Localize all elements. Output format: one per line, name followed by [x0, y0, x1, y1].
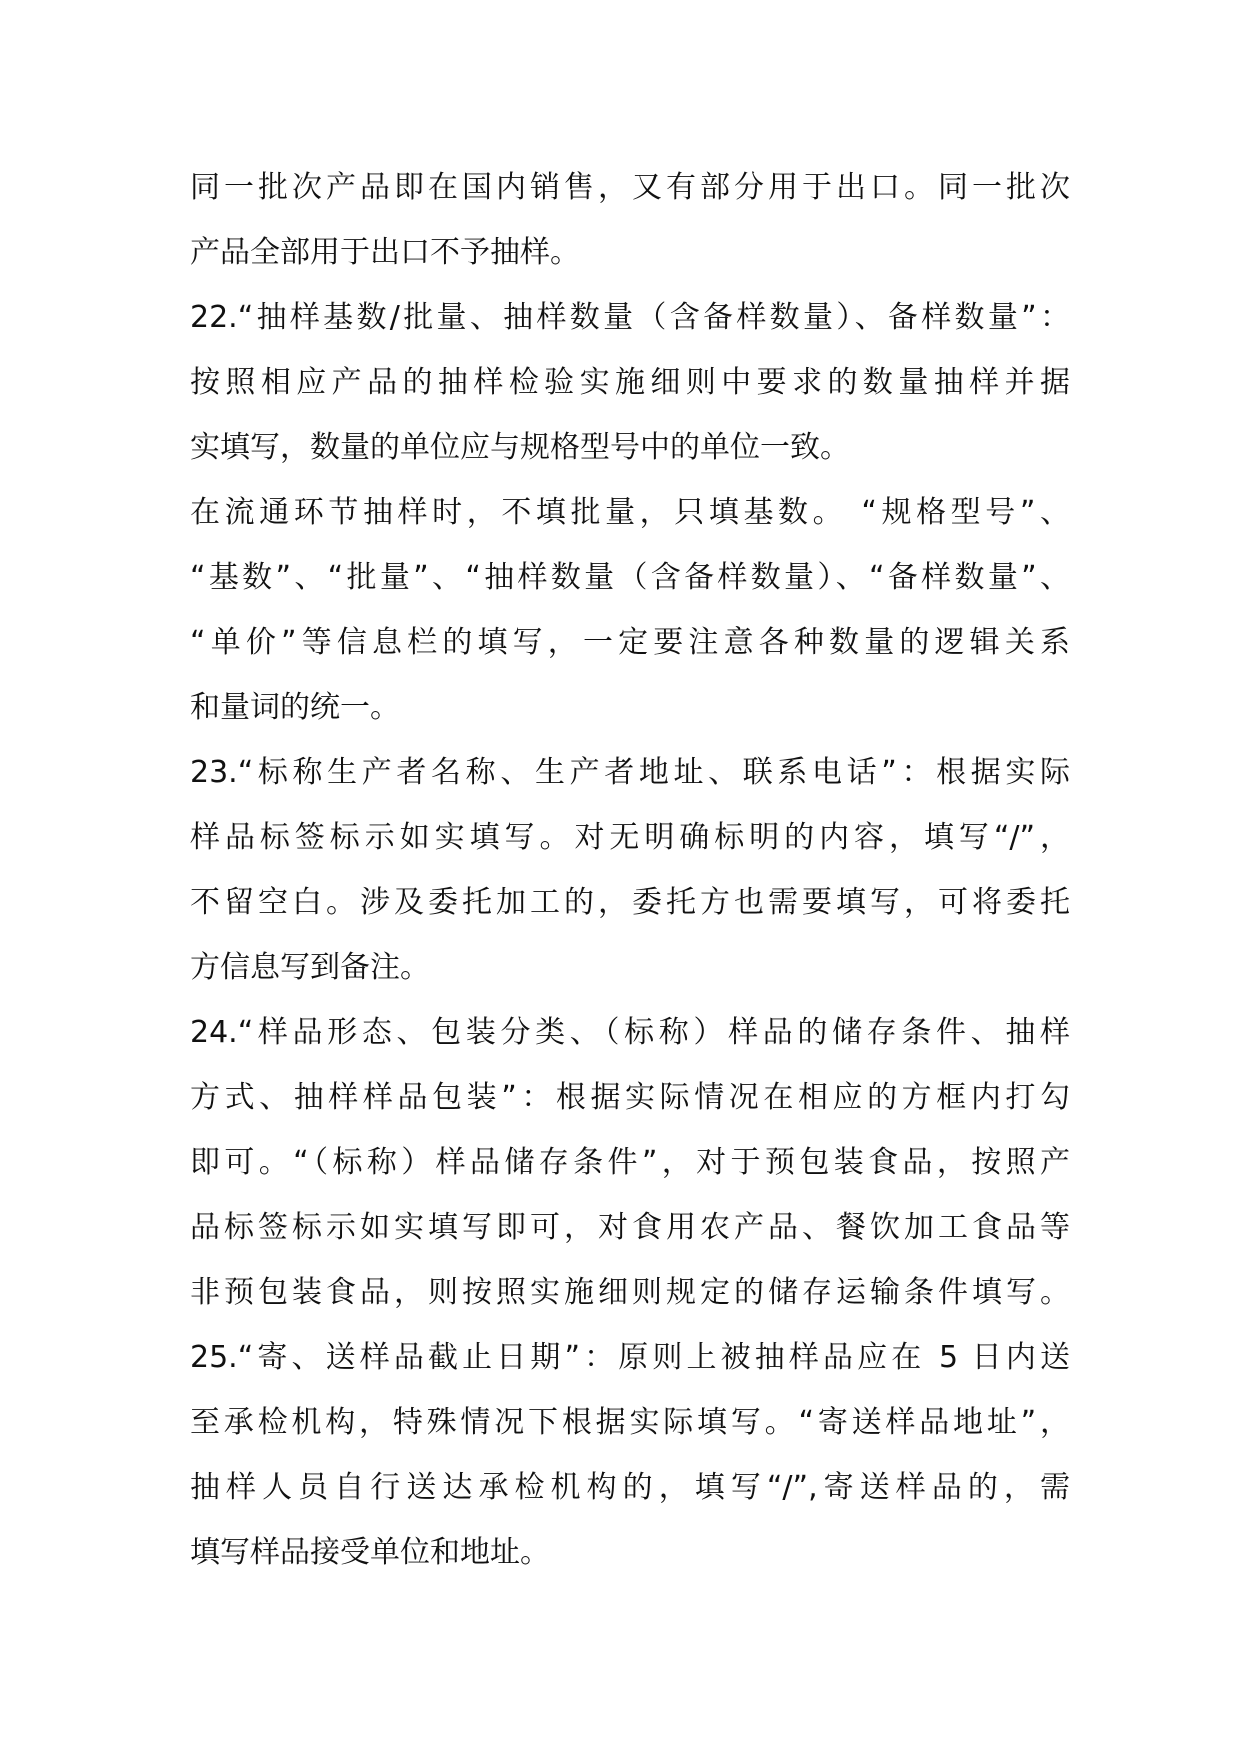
text-line: 25.“寄、送样品截止日期”：原则上被抽样品应在 5 日内送 — [190, 1340, 1070, 1375]
text-line: 22.“抽样基数/批量、抽样数量（含备样数量）、备样数量”： — [190, 300, 1070, 335]
text-line: 同一批次产品即在国内销售，又有部分用于出口。同一批次 — [190, 170, 1070, 205]
text-line: 不留空白。涉及委托加工的，委托方也需要填写，可将委托 — [190, 885, 1070, 920]
text-line: “单价”等信息栏的填写，一定要注意各种数量的逻辑关系 — [190, 625, 1070, 660]
text-line: 按照相应产品的抽样检验实施细则中要求的数量抽样并据 — [190, 365, 1070, 400]
text-line: 在流通环节抽样时，不填批量，只填基数。 “规格型号”、 — [190, 495, 1070, 530]
text-line: 23.“标称生产者名称、生产者地址、联系电话”：根据实际 — [190, 755, 1070, 790]
text-line: 产品全部用于出口不予抽样。 — [190, 235, 580, 270]
text-line: 即可。“（标称）样品储存条件”，对于预包装食品，按照产 — [190, 1145, 1070, 1180]
document-body — [190, 155, 1070, 1585]
text-line: 方式、抽样样品包装”：根据实际情况在相应的方框内打勾 — [190, 1080, 1070, 1115]
text-line: 填写样品接受单位和地址。 — [190, 1535, 550, 1570]
text-line: 抽样人员自行送达承检机构的，填写“/”,寄送样品的，需 — [190, 1470, 1070, 1505]
text-line: 样品标签标示如实填写。对无明确标明的内容，填写“/”， — [190, 820, 1070, 855]
text-line: 实填写，数量的单位应与规格型号中的单位一致。 — [190, 430, 850, 465]
text-line: 24.“样品形态、包装分类、（标称）样品的储存条件、抽样 — [190, 1015, 1070, 1050]
text-line: 至承检机构，特殊情况下根据实际填写。“寄送样品地址”， — [190, 1405, 1070, 1440]
text-line: 方信息写到备注。 — [190, 950, 430, 985]
text-line: “基数”、“批量”、“抽样数量（含备样数量）、“备样数量”、 — [190, 560, 1070, 595]
text-line: 品标签标示如实填写即可，对食用农产品、餐饮加工食品等 — [190, 1210, 1070, 1245]
text-line: 和量词的统一。 — [190, 690, 400, 725]
text-line: 非预包装食品，则按照实施细则规定的储存运输条件填写。 — [190, 1275, 1070, 1310]
